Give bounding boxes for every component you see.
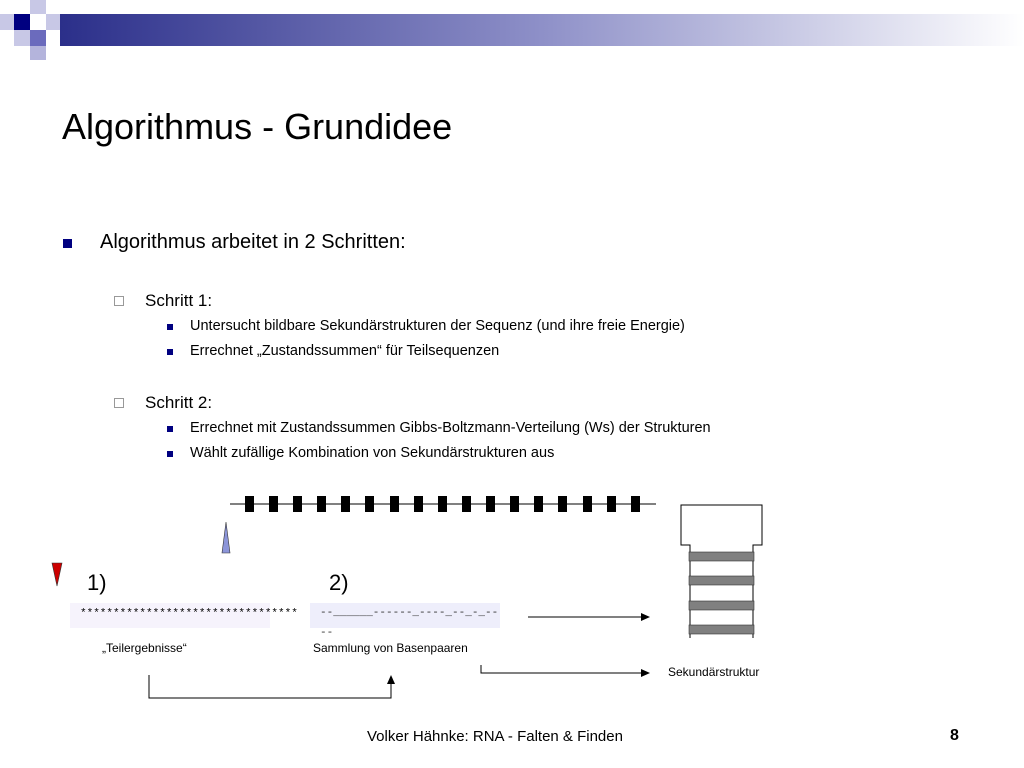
step-label-2: 2) (329, 570, 349, 595)
main-bullet: Algorithmus arbeitet in 2 Schritten: (100, 231, 406, 253)
step1-item-2: Errechnet „Zustandssummen“ für Teilsequenzen (190, 343, 500, 359)
red-pointer-icon (52, 563, 62, 586)
caption-secondary-structure: Sekundärstruktur (668, 665, 760, 679)
slide-title: Algorithmus - Grundidee (62, 106, 453, 147)
caption-partial-results: „Teilergebnisse“ (102, 641, 187, 655)
step2-label: Schritt 2: (145, 393, 213, 412)
page-number: 8 (950, 727, 959, 744)
step1-item-1: Untersucht bildbare Sekundärstrukturen der Sequenz (und ihre freie Energie) (190, 318, 685, 334)
step2-item-1: Errechnet mit Zustandssummen Gibbs-Boltzmann-Verteilung (Ws) der Strukturen (190, 420, 711, 436)
step-label-1: 1) (87, 570, 107, 595)
step2-item-2: Wählt zufällige Kombination von Sekundärstrukturen aus (190, 445, 555, 461)
step1-label: Schritt 1: (145, 291, 213, 310)
caption-base-pairs: Sammlung von Basenpaaren (313, 641, 468, 655)
partial-results-box: ********************************* (70, 603, 270, 628)
base-pairs-box: --______------_----_--_-_---- (310, 603, 500, 628)
footer-text: Volker Hähnke: RNA - Falten & Finden (367, 728, 623, 745)
hairpin-structure-icon (681, 505, 762, 638)
blue-pointer-icon (222, 522, 230, 553)
